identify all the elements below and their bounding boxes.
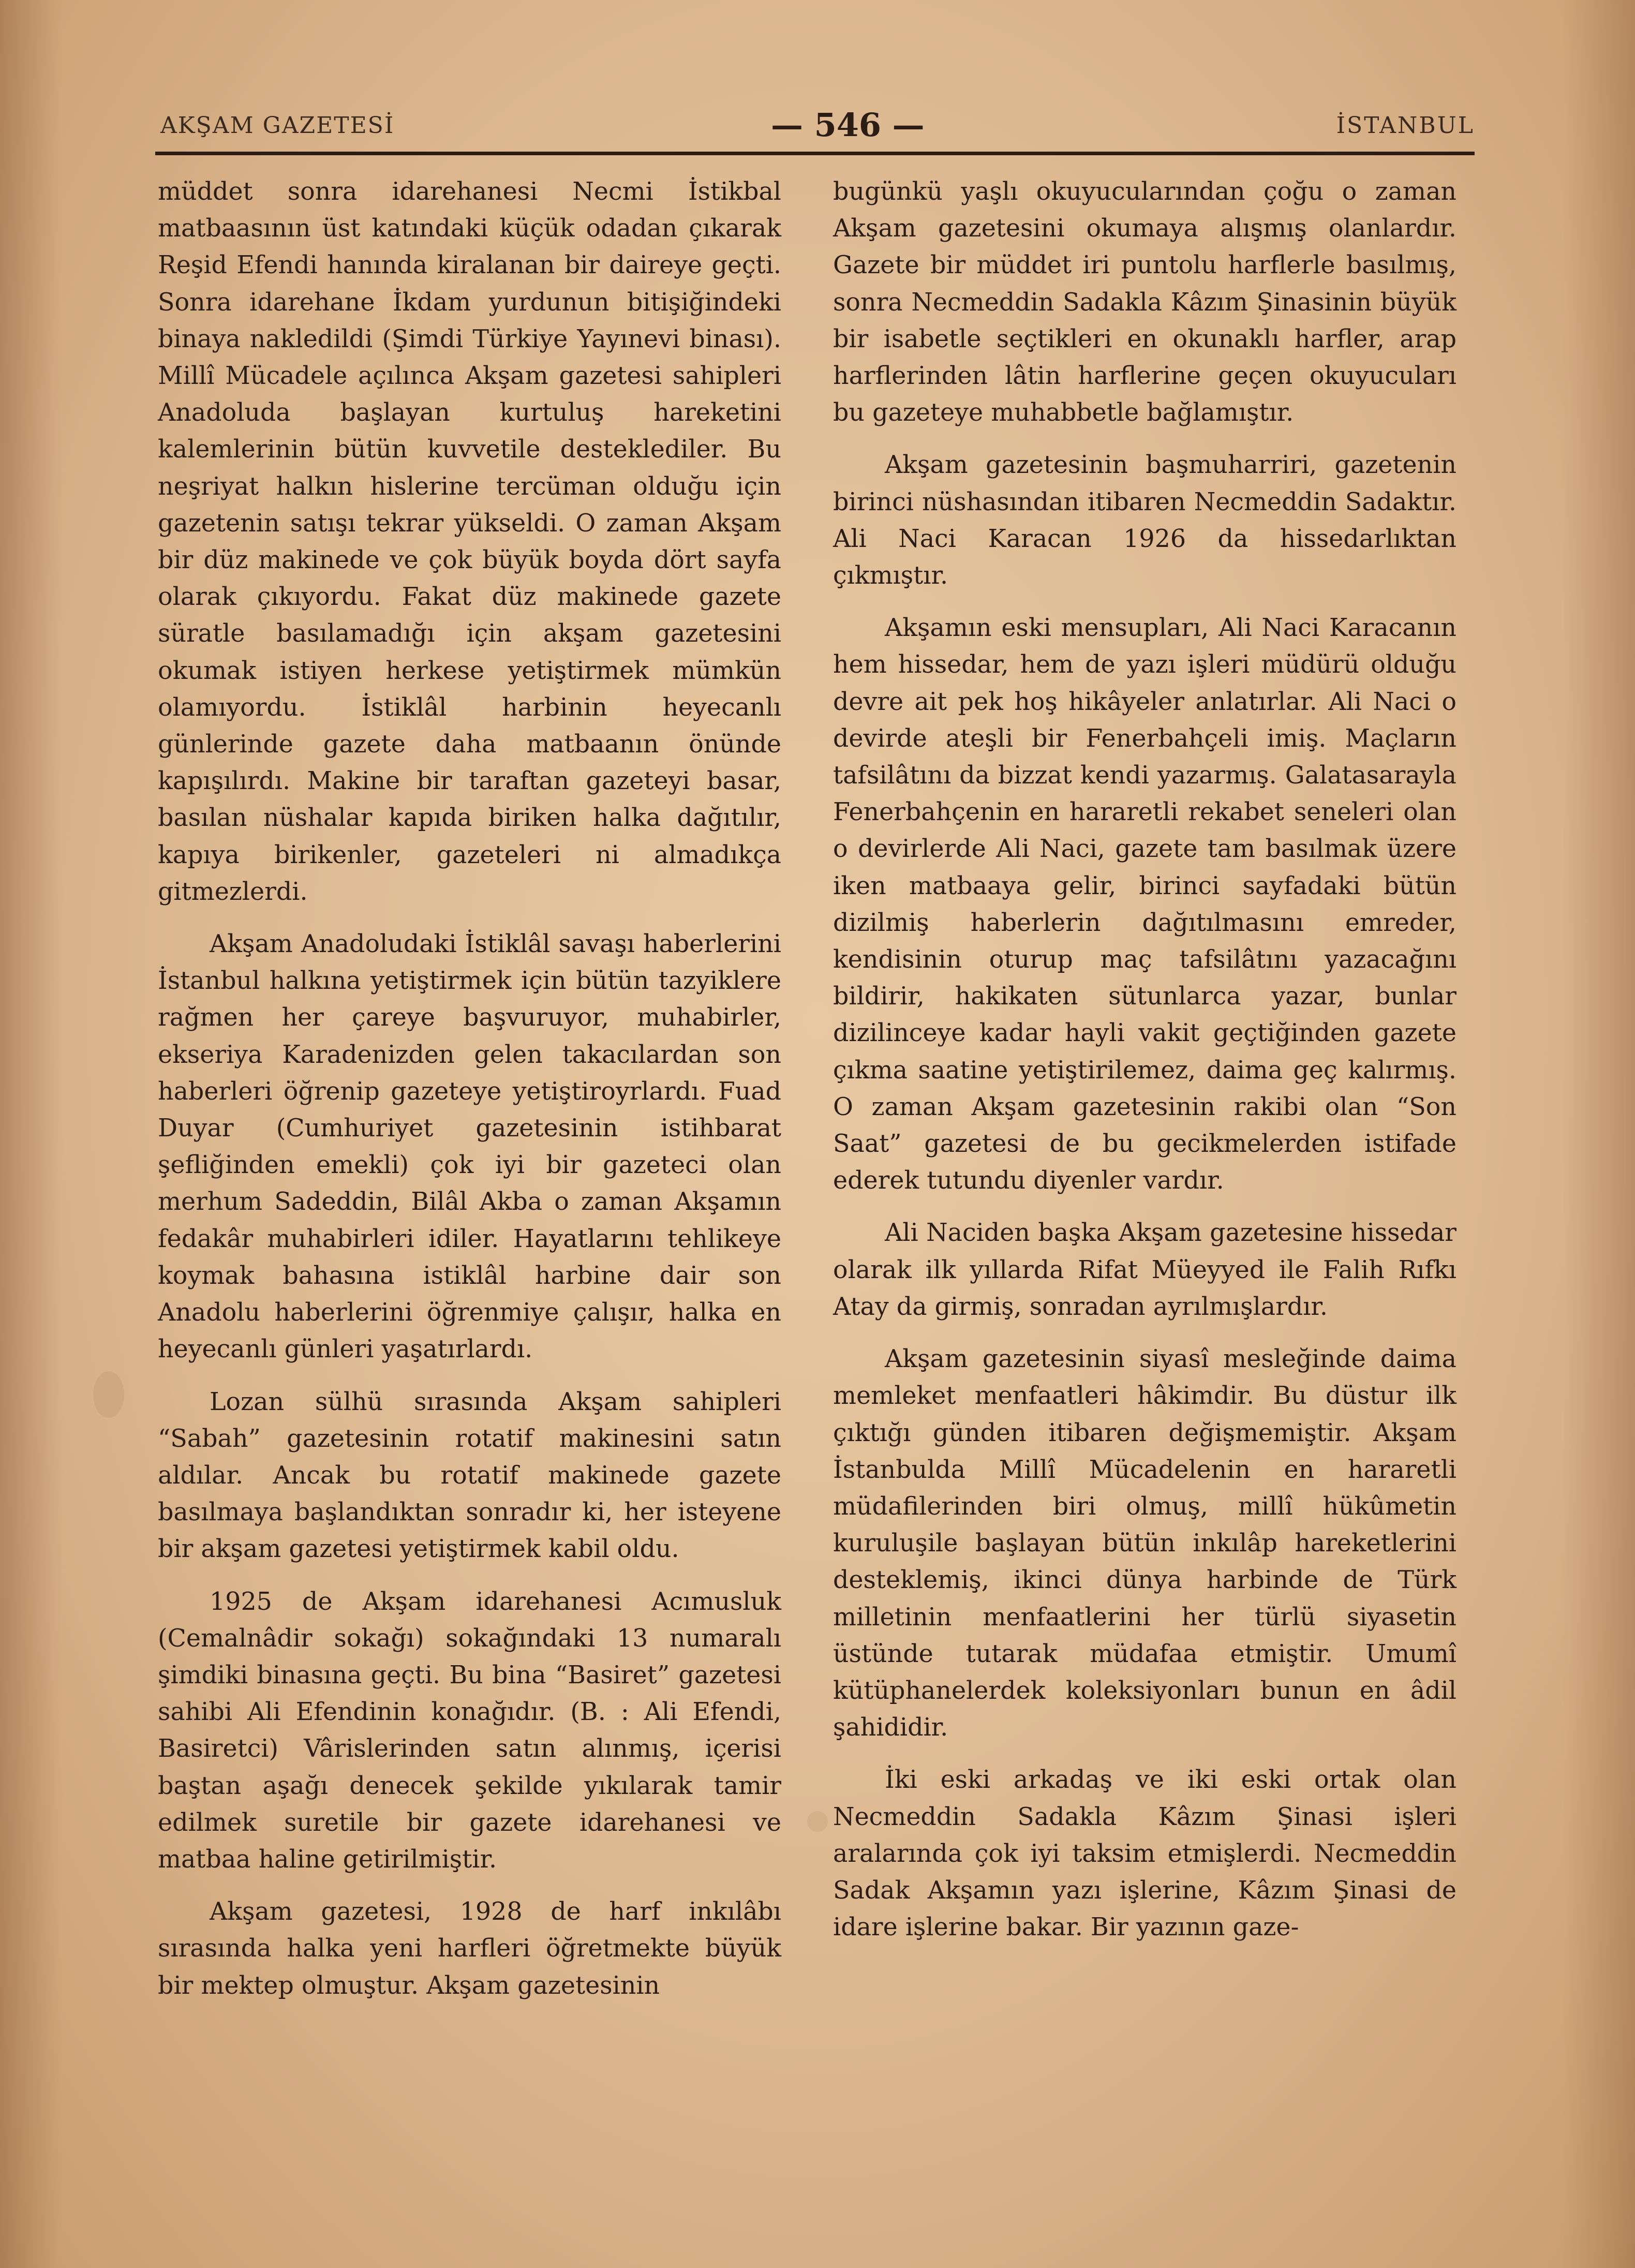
paragraph: Akşam gazetesinin başmuharriri, gazetenin birinci nüshasından itibaren Necmeddin Sadaktır. Ali Naci Karacan 1926 da hissedarlıktan çıkmıştır.	[833, 451, 1456, 590]
text-column-left	[158, 173, 781, 2181]
paper-stain	[93, 1371, 124, 1418]
paper-edge-shadow-left	[0, 0, 62, 2268]
paper-edge-shadow-right	[1563, 0, 1635, 2268]
header-rule	[155, 152, 1475, 155]
paragraph: Akşam gazetesinin siyasî mesleğinde daima memleket menfaatleri hâkimdir. Bu düstur ilk çıktığı günden itibaren değişmemiştir. Akşam İstanbulda Millî Mücadelenin en hararetli müdafilerinden biri olmuş, millî hükûmetin kuruluşile başlayan bütün inkılâp hareketlerini desteklemiş, ikinci dünya harbinde de Türk milletinin menfaatlerini her türlü siyasetin üstünde tutarak müdafaa etmiştir. Umumî kütüphanelerdek koleksiyonları bunun en âdil şahididir.	[833, 1345, 1456, 1742]
paragraph: müddet sonra idarehanesi Necmi İstikbal matbaasının üst katındaki küçük odadan çıkarak Reşid Efendi hanında kiralanan bir daireye geçti. Sonra idarehane İkdam yurdunun bitişiğindeki binaya nakledildi (Şimdi Türkiye Yayınevi binası). Millî Mücadele açılınca Akşam gazetesi sahipleri Anadoluda başlayan kurtuluş hareketini kalemlerinin bütün kuvvetile desteklediler. Bu neşriyat halkın hislerine tercüman olduğu için gazetenin satışı tekrar yükseldi. O zaman Akşam bir düz makinede ve çok büyük boyda dört sayfa olarak çıkıyordu. Fakat düz makinede gazete süratle basılamadığı için akşam gazetesini okumak istiyen herkese yetiştirmek mümkün olamıyordu. İstiklâl harbinin heyecanlı günlerinde gazete daha matbaanın önünde kapışılırdı. Makine bir taraftan gazeteyi basar, basılan nüshalar kapıda biriken halka dağıtılır, kapıya birikenler, gazeteleri ni almadıkça gitmezlerdi.	[158, 177, 781, 906]
paragraph: Ali Naciden başka Akşam gazetesine hissedar olarak ilk yıllarda Rifat Müeyyed ile Falih Rıfkı Atay da girmiş, sonradan ayrılmışlardır.	[833, 1219, 1456, 1321]
paper-stain	[807, 1811, 828, 1832]
paragraph: bugünkü yaşlı okuyucularından çoğu o zaman Akşam gazetesini okumaya alışmış olanlardır. Gazete bir müddet iri puntolu harflerle basılmış, sonra Necmeddin Sadakla Kâzım Şinasinin büyük bir isabetle seçtikleri en okunaklı harfler, arap harflerinden lâtin harflerine geçen okuyucuları bu gazeteye muhabbetle bağlamıştır.	[833, 177, 1456, 427]
page-number: — 546 —	[771, 106, 925, 144]
paragraph: İki eski arkadaş ve iki eski ortak olan Necmeddin Sadakla Kâzım Şinasi işleri aralarında çok iyi taksim etmişlerdi. Necmeddin Sadak Akşamın yazı işlerine, Kâzım Şinasi de idare işlerine bakar. Bir yazının gaze-	[833, 1766, 1456, 1942]
paragraph: Akşam gazetesi, 1928 de harf inkılâbı sırasında halka yeni harfleri öğretmekte büyük bir mektep olmuştur. Akşam gazetesinin	[158, 1898, 781, 2000]
paragraph: 1925 de Akşam idarehanesi Acımusluk (Cemalnâdir sokağı) sokağındaki 13 numaralı şimdiki binasına geçti. Bu bina “Basiret” gazetesi sahibi Ali Efendinin konağıdır. (B. : Ali Efendi, Basiretci) Vârislerinden satın alınmış, içerisi baştan aşağı denecek şekilde yıkılarak tamir edilmek suretile bir gazete idarehanesi ve matbaa haline getirilmiştir.	[158, 1587, 781, 1874]
paragraph: Akşamın eski mensupları, Ali Naci Karacanın hem hissedar, hem de yazı işleri müdürü olduğu devre ait pek hoş hikâyeler anlatırlar. Ali Naci o devirde ateşli bir Fenerbahçeli imiş. Maçların tafsilâtını da bizzat kendi yazarmış. Galatasarayla Fenerbahçenin en hararetli rekabet seneleri olan o devirlerde Ali Naci, gazete tam basılmak üzere iken matbaaya gelir, birinci sayfadaki bütün dizilmiş haberlerin dağıtılmasını emreder, kendisinin oturup maç tafsilâtını yazacağını bildirir, hakikaten sütunlarca yazar, bunlar dizilinceye kadar hayli vakit geçtiğinden gazete çıkma saatine yetiştirilemez, daima geç kalırmış. O zaman Akşam gazetesinin rakibi olan “Son Saat” gazetesi de bu gecikmelerden istifade ederek tutundu diyenler vardır.	[833, 614, 1456, 1195]
header-city: İSTANBUL	[1336, 112, 1475, 139]
paragraph: Akşam Anadoludaki İstiklâl savaşı haberlerini İstanbul halkına yetiştirmek için bütün tazyiklere rağmen her çareye başvuruyor, muhabirler, ekseriya Karadenizden gelen takacılardan son haberleri öğrenip gazeteye yetiştiroyrlardı. Fuad Duyar (Cumhuriyet gazetesinin istihbarat şefliğinden emekli) çok iyi bir gazeteci olan merhum Sadeddin, Bilâl Akba o zaman Akşamın fedakâr muhabirleri idiler. Hayatlarını tehlikeye koymak bahasına istiklâl harbine dair son Anadolu haberlerini öğrenmiye çalışır, halka en heyecanlı günleri yaşatırlardı.	[158, 930, 781, 1364]
header-publication-title: AKŞAM GAZETESİ	[160, 112, 395, 139]
paragraph: Lozan sülhü sırasında Akşam sahipleri “Sabah” gazetesinin rotatif makinesini satın aldılar. Ancak bu rotatif makinede gazete basılmaya başlandıktan sonradır ki, her isteyene bir akşam gazetesi yetiştirmek kabil oldu.	[158, 1387, 781, 1564]
running-header	[160, 106, 1475, 147]
text-column-right	[833, 173, 1456, 2181]
